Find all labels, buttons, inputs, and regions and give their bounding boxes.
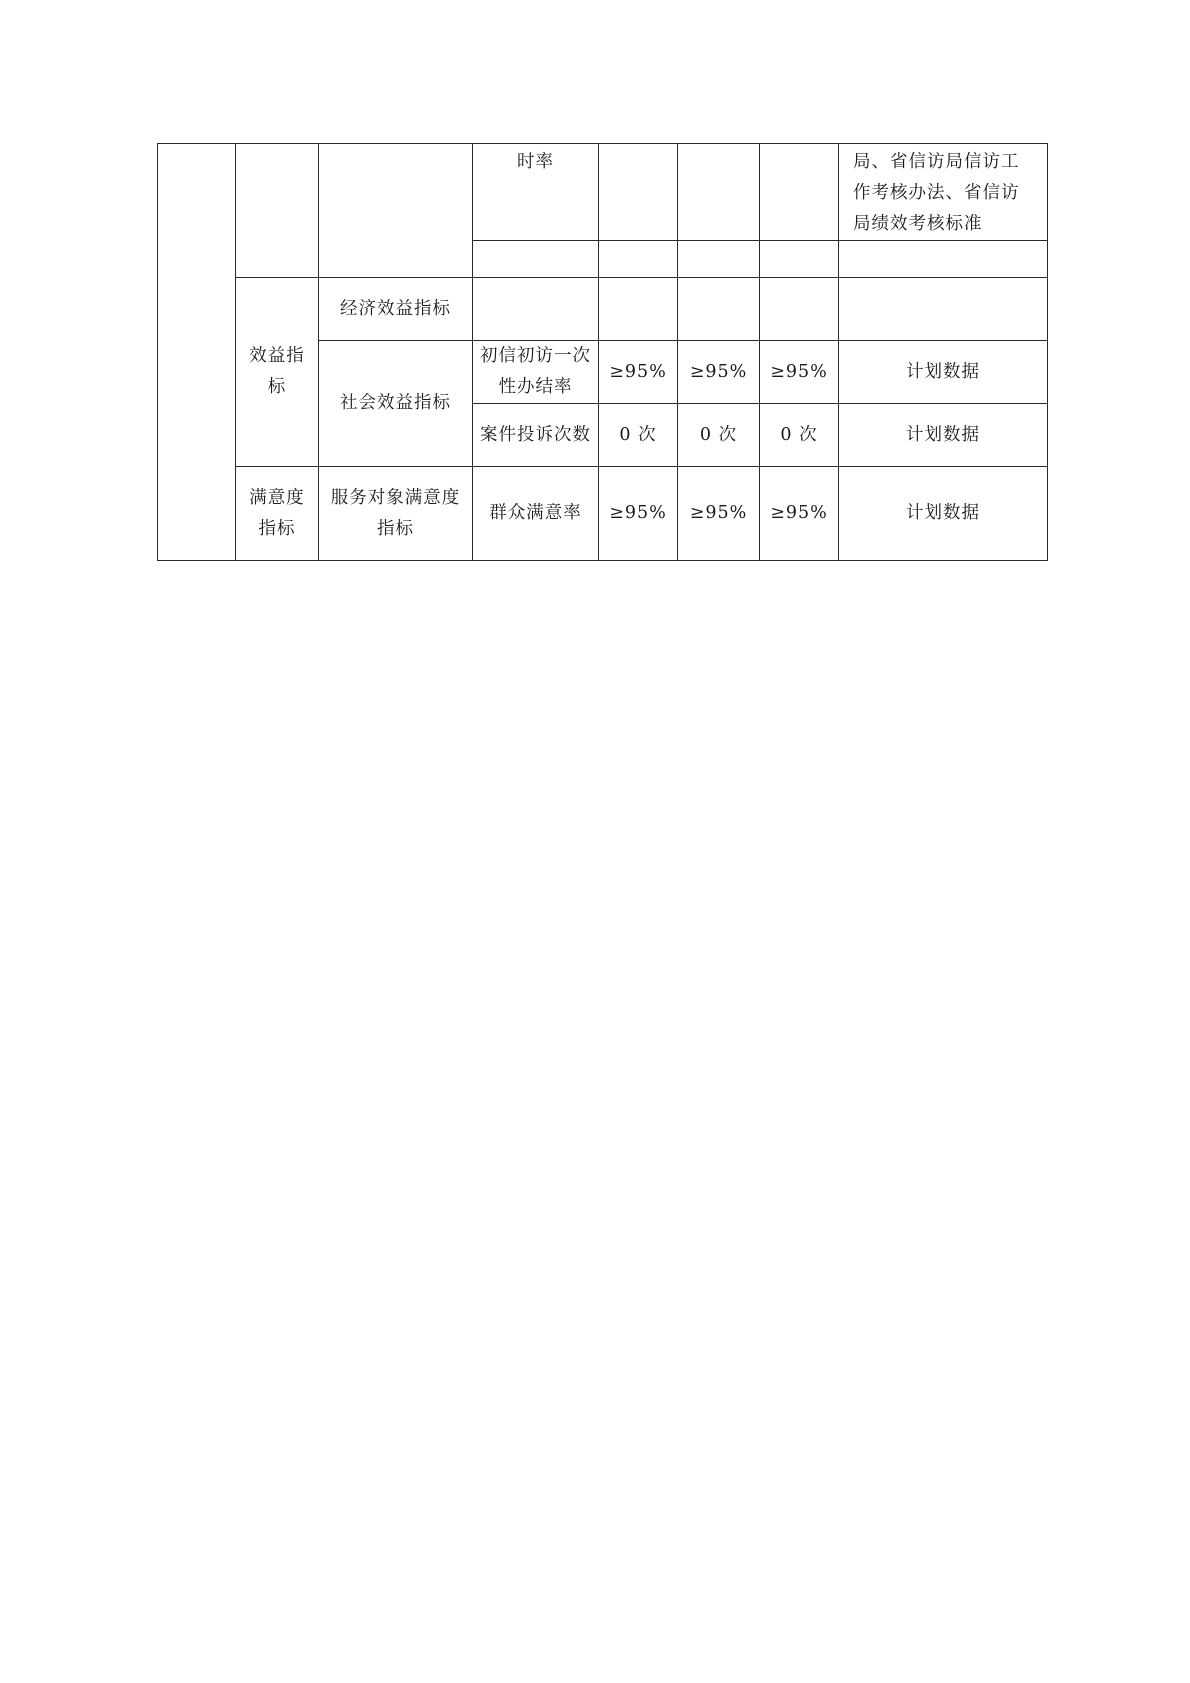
table-row <box>158 278 1048 341</box>
indicator-value-cell: ≥95% <box>678 341 760 404</box>
subcategory-cell-social: 社会效益指标 <box>319 341 473 467</box>
basis-cell: 局、省信访局信访工作考核办法、省信访局绩效考核标准 <box>839 144 1048 241</box>
basis-cell: 计划数据 <box>839 404 1048 467</box>
indicator-name-cell: 时率 <box>473 144 599 241</box>
empty-cell <box>678 241 760 278</box>
category-cell-benefit: 效益指标 <box>236 278 319 467</box>
empty-cell <box>599 241 678 278</box>
indicator-value-cell: 0 次 <box>678 404 760 467</box>
indicator-name-cell: 群众满意率 <box>473 467 599 561</box>
empty-cell <box>599 278 678 341</box>
indicator-value-cell: 0 次 <box>599 404 678 467</box>
basis-cell: 计划数据 <box>839 341 1048 404</box>
subcategory-cell-service-target: 服务对象满意度指标 <box>319 467 473 561</box>
subcategory-cell-economic: 经济效益指标 <box>319 278 473 341</box>
empty-cell <box>839 241 1048 278</box>
indicator-value-cell: ≥95% <box>599 341 678 404</box>
empty-cell <box>319 144 473 278</box>
indicator-name-cell: 初信初访一次性办结率 <box>473 341 599 404</box>
indicator-value-cell: 0 次 <box>760 404 839 467</box>
empty-cell <box>760 144 839 241</box>
empty-cell <box>678 278 760 341</box>
table-row <box>158 144 1048 241</box>
empty-cell <box>473 278 599 341</box>
indicator-value-cell: ≥95% <box>760 467 839 561</box>
empty-cell <box>158 144 236 561</box>
indicator-value-cell: ≥95% <box>599 467 678 561</box>
empty-cell <box>599 144 678 241</box>
indicator-value-cell: ≥95% <box>678 467 760 561</box>
empty-cell <box>760 278 839 341</box>
basis-cell: 计划数据 <box>839 467 1048 561</box>
empty-cell <box>760 241 839 278</box>
indicator-name-cell: 案件投诉次数 <box>473 404 599 467</box>
performance-indicator-table <box>157 143 1048 561</box>
empty-cell <box>839 278 1048 341</box>
empty-cell <box>473 241 599 278</box>
table-row <box>158 467 1048 561</box>
indicator-value-cell: ≥95% <box>760 341 839 404</box>
empty-cell <box>236 144 319 278</box>
empty-cell <box>678 144 760 241</box>
category-cell-satisfaction: 满意度指标 <box>236 467 319 561</box>
